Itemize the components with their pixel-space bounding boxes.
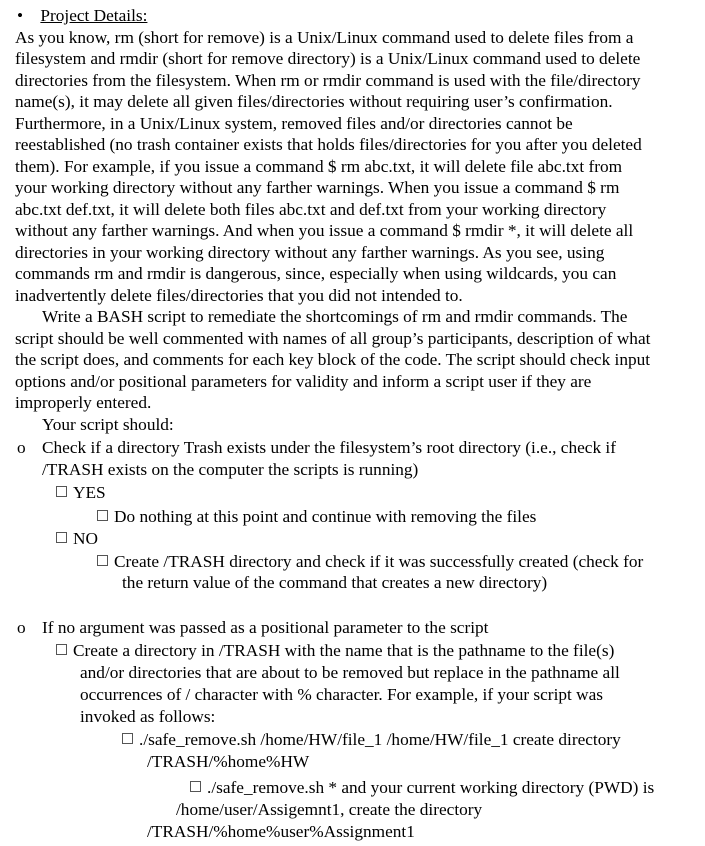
checkbox-icon <box>190 781 201 792</box>
item2-sub-line: occurrences of / character with % character. For example, if your script was <box>80 685 604 704</box>
para2-line: improperly entered. <box>15 393 152 412</box>
item1-line: Check if a directory Trash exists under the filesystem’s root directory (i.e., check if <box>42 438 616 457</box>
circle-bullet-icon: o <box>17 618 26 637</box>
item2-sub-line: invoked as follows: <box>80 707 216 726</box>
example2 <box>190 777 654 798</box>
para1-line: directories from the filesystem. When rm or rmdir command is used with the file/directory <box>15 71 641 90</box>
heading-line <box>17 5 147 26</box>
yes-option <box>56 482 106 503</box>
circle-bullet-icon: o <box>17 438 26 457</box>
para1-line: abc.txt def.txt, it will delete both files abc.txt and def.txt from your working directory <box>15 200 607 219</box>
no-sub <box>97 551 643 572</box>
para1-line: inadvertently delete files/directories that you did not intended to. <box>15 286 463 305</box>
para1-line: reestablished (no trash container exists that holds files/directories for you after you deleted <box>15 135 642 154</box>
checkbox-icon <box>56 644 67 655</box>
item2-sub-text: Create a directory in /TRASH with the name that is the pathname to the file(s) <box>73 641 615 660</box>
example1-line: /TRASH/%home%HW <box>147 752 310 771</box>
no-option <box>56 528 98 549</box>
example1 <box>122 729 621 750</box>
para2-line: options and/or positional parameters for validity and inform a script user if they are <box>15 372 592 391</box>
no-label: NO <box>73 529 98 548</box>
item2-line: If no argument was passed as a positional parameter to the script <box>42 618 489 637</box>
yes-label: YES <box>73 483 106 502</box>
bullet-icon: • <box>17 6 24 25</box>
para1-line: them). For example, if you issue a command $ rm abc.txt, it will delete file abc.txt from <box>15 157 623 176</box>
item2-sub-line: and/or directories that are about to be removed but replace in the pathname all <box>80 663 620 682</box>
no-sub-text: Create /TRASH directory and check if it was successfully created (check for <box>114 552 644 571</box>
item2-sub <box>56 640 614 661</box>
heading: Project Details: <box>40 6 148 25</box>
no-sub-line: the return value of the command that creates a new directory) <box>122 573 548 592</box>
checkbox-icon <box>97 510 108 521</box>
yes-sub <box>97 506 536 527</box>
para2-line: script should be well commented with names of all group’s participants, description of what <box>15 329 651 348</box>
script-should: Your script should: <box>42 415 174 434</box>
para1-line: commands rm and rmdir is dangerous, since, especially when using wildcards, you can <box>15 264 617 283</box>
example2-line: /home/user/Assigemnt1, create the directory <box>176 800 483 819</box>
checkbox-icon <box>97 555 108 566</box>
yes-sub-text: Do nothing at this point and continue with removing the files <box>114 507 537 526</box>
para1-line: name(s), it may delete all given files/directories without requiring user’s confirmation. <box>15 92 613 111</box>
para1-line: filesystem and rmdir (short for remove directory) is a Unix/Linux command used to delete <box>15 49 641 68</box>
checkbox-icon <box>56 486 67 497</box>
example2-line: /TRASH/%home%user%Assignment1 <box>147 822 415 841</box>
para1-line: your working directory without any farther warnings. When you issue a command $ rm <box>15 178 620 197</box>
para2-line: the script does, and comments for each key block of the code. The script should check input <box>15 350 651 369</box>
para1-line: without any farther warnings. And when you issue a command $ rmdir *, it will delete all <box>15 221 634 240</box>
example1-text: ./safe_remove.sh /home/HW/file_1 /home/HW/file_1 create directory <box>139 730 621 749</box>
item1-line: /TRASH exists on the computer the scripts is running) <box>42 460 419 479</box>
checkbox-icon <box>56 532 67 543</box>
checkbox-icon <box>122 733 133 744</box>
para1-line: As you know, rm (short for remove) is a Unix/Linux command used to delete files from a <box>15 28 634 47</box>
para1-line: Furthermore, in a Unix/Linux system, removed files and/or directories cannot be <box>15 114 573 133</box>
example2-text: ./safe_remove.sh * and your current working directory (PWD) is <box>207 778 655 797</box>
para1-line: directories in your working directory without any farther warnings. As you see, using <box>15 243 605 262</box>
para2-line: Write a BASH script to remediate the shortcomings of rm and rmdir commands. The <box>42 307 628 326</box>
